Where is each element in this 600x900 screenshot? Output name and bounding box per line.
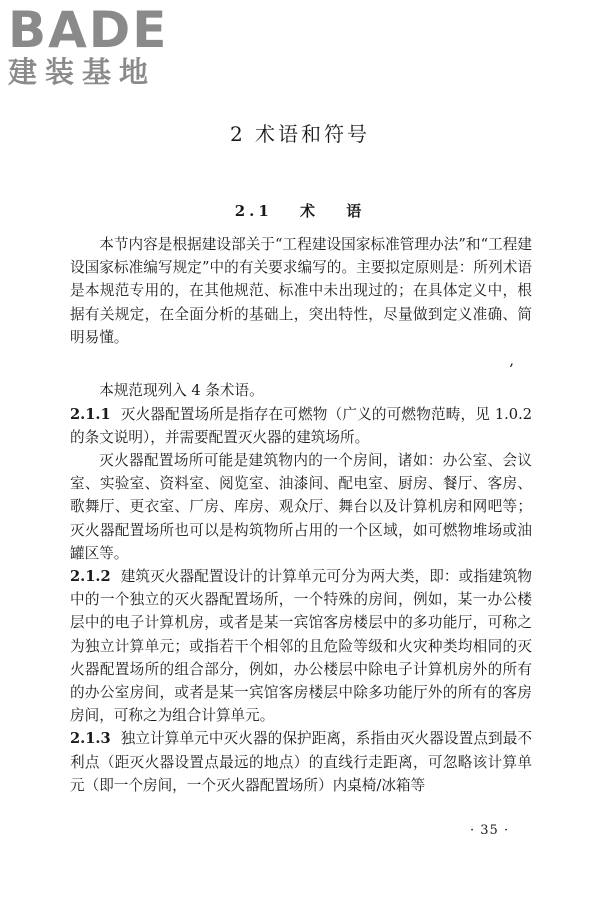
clause-number: 2.1.3	[70, 730, 111, 748]
logo-subtitle: 建装基地	[8, 55, 157, 89]
clause-number: 2.1.2	[70, 568, 111, 586]
clause-text: 灭火器配置场所是指存在可燃物（广义的可燃物范畴，见 1.0.2 的条文说明），并需要配置灭火器的建筑场所。	[70, 405, 532, 446]
clause-2-1-3	[70, 727, 532, 797]
clause-2-1-1	[70, 403, 532, 449]
margin-mark	[70, 349, 532, 372]
margin-mark-glyph: ,	[509, 352, 514, 370]
clause-2-1-2	[70, 565, 532, 727]
clause-2-1-1-detail: 灭火器配置场所可能是建筑物内的一个房间，诸如：办公室、会议室、实验室、资料室、阅览室、油漆间、配电室、厨房、餐厅、客房、歌舞厅、更衣室、厂房、库房、观众厅、舞台以及计算机房和网吧等；灭火器配置场所也可以是构筑物所占用的一个区域，如可燃物堆场或油罐区等。	[70, 452, 532, 562]
body-text	[70, 233, 532, 797]
page-number: · 35 ·	[470, 823, 510, 838]
watermark-logo	[8, 1, 169, 89]
clause-number: 2.1.1	[70, 405, 111, 423]
clause-text: 独立计算单元中灭火器的保护距离，系指由灭火器设置点到最不利点（距灭火器设置点最远的地点）的直线行走距离，可忽略该计算单元（即一个房间，一个灭火器配置场所）内桌椅/冰箱等	[70, 730, 532, 794]
chapter-title: 2 术语和符号	[229, 122, 371, 146]
intro-paragraph: 本节内容是根据建设部关于“工程建设国家标准管理办法”和“工程建设国家标准编写规定”中的有关要求编写的。主要拟定原则是：所列术语是本规范专用的，在其他规范、标准中未出现过的；在具体定义中，根据有关规定，在全面分析的基础上，突出特性，尽量做到定义准确、简明易懂。	[70, 236, 532, 346]
logo-wordmark: BADE	[8, 1, 169, 59]
clause-text: 建筑灭火器配置设计的计算单元可分为两大类，即：或指建筑物中的一个独立的灭火器配置场所，一个特殊的房间，例如，某一办公楼层中的电子计算机房，或者是某一宾馆客房楼层中的多功能厅，可称之为独立计算单元；或指若干个相邻的且危险等级和火灾种类均相同的灭火器配置场所的组合部分，例如，办公楼层中除电子计算机房外的所有的办公室房间，或者是某一宾馆客房楼层中除多功能厅外的所有的客房房间，可称之为组合计算单元。	[70, 568, 532, 725]
term-count-paragraph: 本规范现列入 4 条术语。	[99, 382, 264, 400]
section-title: 2.1 术 语	[234, 202, 366, 220]
